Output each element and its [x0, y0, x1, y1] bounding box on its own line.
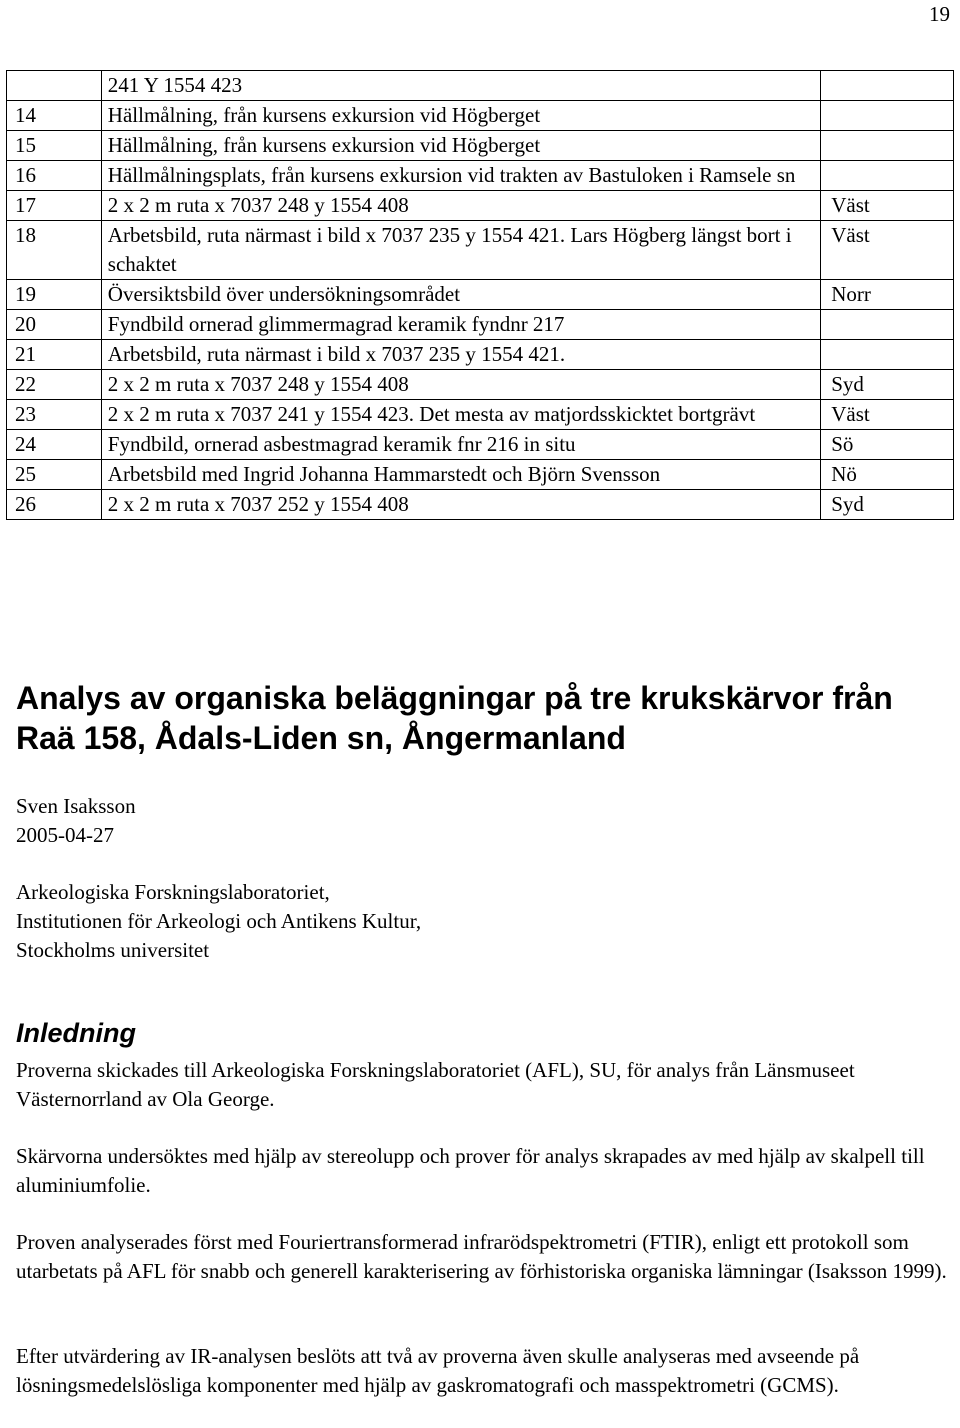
photo-direction-cell: Väst [821, 400, 954, 430]
photo-direction-cell [821, 101, 954, 131]
table-row [7, 131, 954, 161]
report-title: Analys av organiska beläggningar på tre krukskärvor från Raä 158, Ådals-Liden sn, Ångermanland [16, 680, 893, 756]
photo-direction-cell: Nö [821, 460, 954, 490]
table-row [7, 221, 954, 280]
photo-number-cell: 19 [7, 280, 102, 310]
photo-number-cell: 18 [7, 221, 102, 280]
photo-description-cell: Fyndbild ornerad glimmermagrad keramik fyndnr 217 [101, 310, 820, 340]
table-row [7, 490, 954, 520]
affiliation [16, 878, 421, 965]
photo-number-cell: 26 [7, 490, 102, 520]
table-row [7, 430, 954, 460]
photo-number-cell: 17 [7, 191, 102, 221]
photo-direction-cell [821, 310, 954, 340]
affiliation-line: Arkeologiska Forskningslaboratoriet, [16, 880, 330, 904]
table-row [7, 280, 954, 310]
photo-direction-cell: Norr [821, 280, 954, 310]
photo-number-cell: 21 [7, 340, 102, 370]
photo-number-cell: 15 [7, 131, 102, 161]
photo-description-cell: Hällmålning, från kursens exkursion vid Högberget [101, 101, 820, 131]
table-row [7, 191, 954, 221]
section-heading: Inledning [16, 1018, 136, 1048]
photo-direction-cell: Väst [821, 221, 954, 280]
photo-direction-cell [821, 71, 954, 101]
photo-description-cell: Hällmålning, från kursens exkursion vid Högberget [101, 131, 820, 161]
photo-description-cell: 2 x 2 m ruta x 7037 252 y 1554 408 [101, 490, 820, 520]
body-paragraph: Proverna skickades till Arkeologiska Forskningslaboratoriet (AFL), SU, för analys från Länsmuseet Västernorrland av Ola George. [16, 1058, 855, 1111]
table-row [7, 400, 954, 430]
photo-direction-cell: Syd [821, 370, 954, 400]
photo-description-cell: 2 x 2 m ruta x 7037 248 y 1554 408 [101, 191, 820, 221]
photo-description-cell: Arbetsbild med Ingrid Johanna Hammarstedt och Björn Svensson [101, 460, 820, 490]
photo-number-cell: 20 [7, 310, 102, 340]
photo-description-cell: Fyndbild, ornerad asbestmagrad keramik fnr 216 in situ [101, 430, 820, 460]
body-paragraph: Efter utvärdering av IR-analysen beslöts att två av proverna även skulle analyseras med avseende på lösningsmedelslösliga komponenter med hjälp av gaskromatografi och masspektrometri (GCMS). [16, 1344, 860, 1397]
photo-direction-cell [821, 340, 954, 370]
page-number: 19 [929, 2, 950, 26]
photo-number-cell: 22 [7, 370, 102, 400]
photo-description-cell: 2 x 2 m ruta x 7037 248 y 1554 408 [101, 370, 820, 400]
table-row [7, 161, 954, 191]
photo-number-cell: 16 [7, 161, 102, 191]
photo-description-cell: Hällmålningsplats, från kursens exkursion vid trakten av Bastuloken i Ramsele sn [101, 161, 820, 191]
photo-direction-cell [821, 161, 954, 191]
table-row [7, 101, 954, 131]
body-paragraph: Proven analyserades först med Fouriertransformerad infrarödspektrometri (FTIR), enligt ett protokoll som utarbetats på AFL för snabb och generell karakterisering av förhistoriska organiska lämningar (Isaksson 1999). [16, 1230, 947, 1283]
photo-number-cell: 14 [7, 101, 102, 131]
photo-direction-cell: Väst [821, 191, 954, 221]
photo-description-cell: Arbetsbild, ruta närmast i bild x 7037 235 y 1554 421. [101, 340, 820, 370]
table-row [7, 310, 954, 340]
photo-direction-cell: Syd [821, 490, 954, 520]
body-paragraph: Skärvorna undersöktes med hjälp av stereolupp och prover för analys skrapades av med hjälp av skalpell till aluminiumfolie. [16, 1144, 925, 1197]
photo-number-cell [7, 71, 102, 101]
photo-direction-cell [821, 131, 954, 161]
author-name: Sven Isaksson [16, 794, 136, 818]
affiliation-line: Institutionen för Arkeologi och Antikens Kultur, [16, 909, 422, 933]
table-row [7, 460, 954, 490]
report-date: 2005-04-27 [16, 823, 114, 847]
photo-list-table [6, 70, 954, 520]
affiliation-line: Stockholms universitet [16, 938, 210, 962]
photo-description-cell: 2 x 2 m ruta x 7037 241 y 1554 423. Det mesta av matjordsskicktet bortgrävt [101, 400, 820, 430]
table-row [7, 370, 954, 400]
photo-number-cell: 23 [7, 400, 102, 430]
photo-description-cell: Arbetsbild, ruta närmast i bild x 7037 235 y 1554 421. Lars Högberg längst bort i schaktet [101, 221, 820, 280]
photo-direction-cell: Sö [821, 430, 954, 460]
photo-description-cell: 241 Y 1554 423 [101, 71, 820, 101]
photo-number-cell: 25 [7, 460, 102, 490]
table-row [7, 340, 954, 370]
photo-number-cell: 24 [7, 430, 102, 460]
table-row [7, 71, 954, 101]
photo-description-cell: Översiktsbild över undersökningsområdet [101, 280, 820, 310]
